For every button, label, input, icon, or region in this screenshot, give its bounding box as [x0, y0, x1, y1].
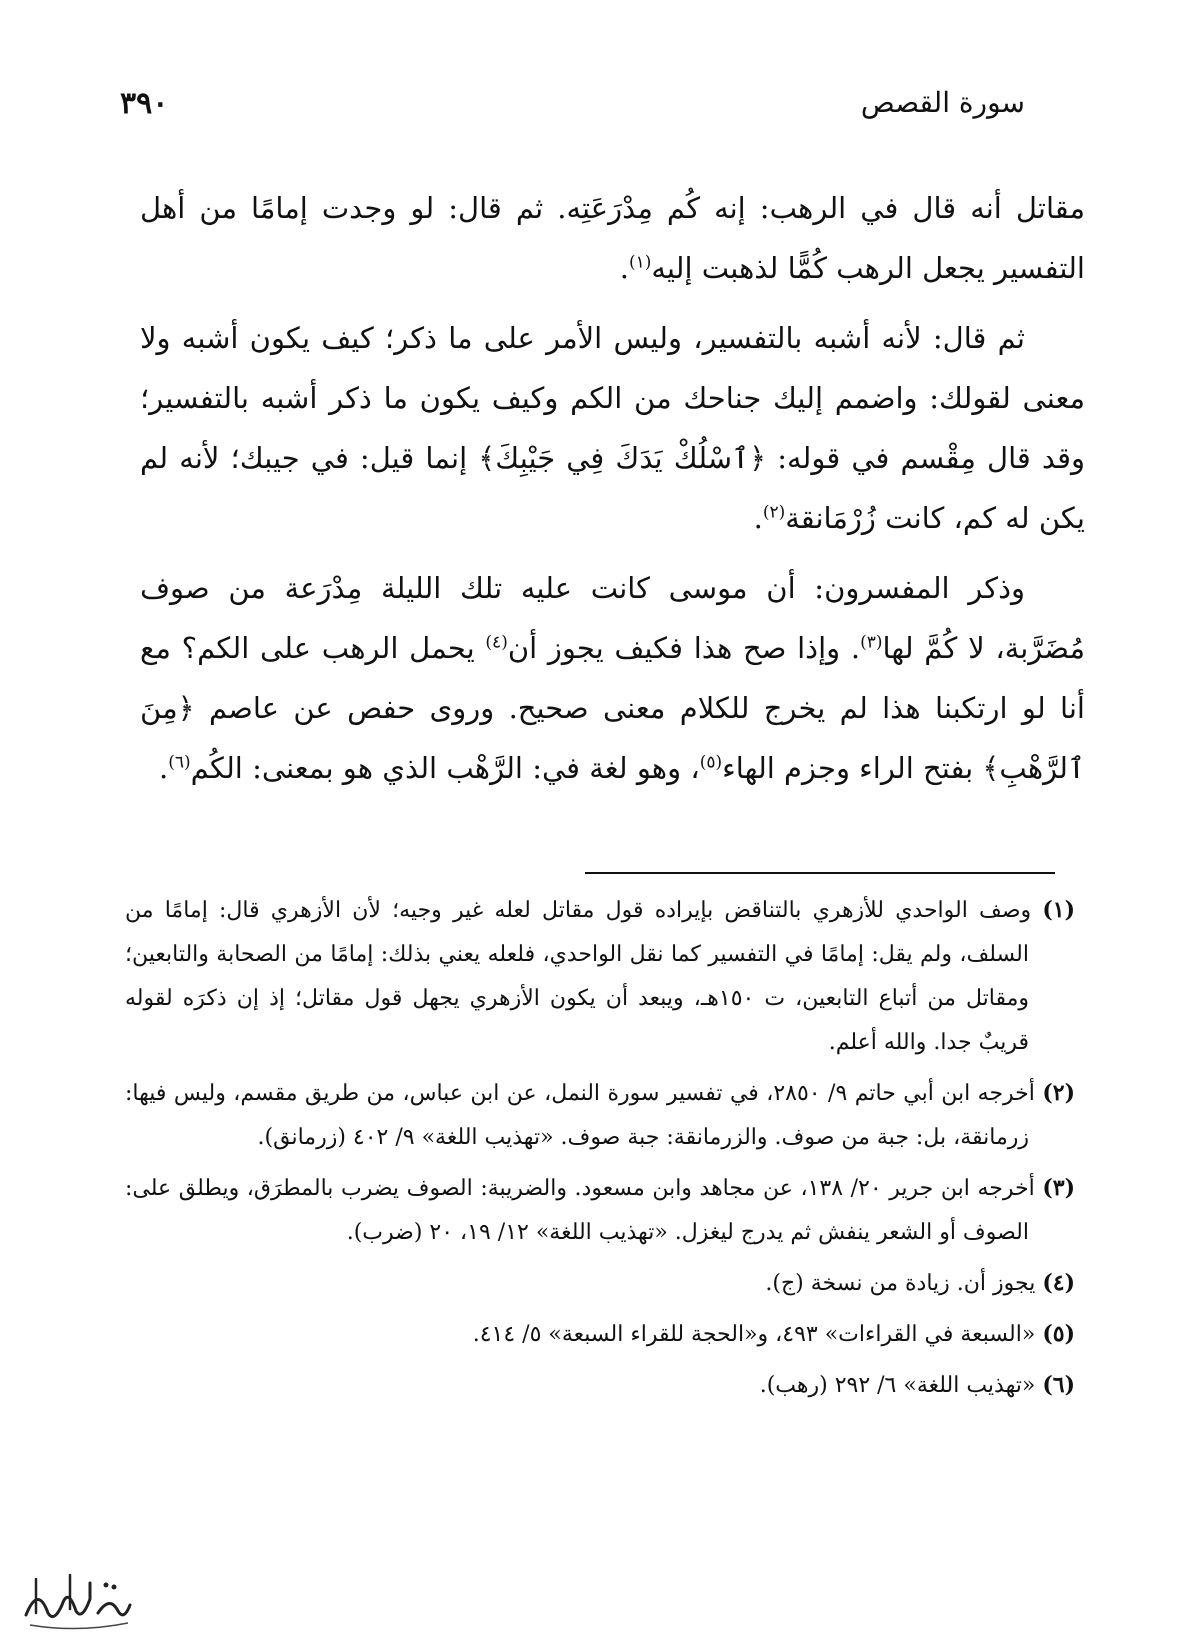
paragraph-3-text-b: . وإذا صح هذا فكيف يجوز أن	[507, 631, 861, 665]
footnote-text: أخرجه ابن أبي حاتم ٩/ ٢٨٥٠، في تفسير سورة النمل، عن ابن عباس، من طريق مقسم، وليس فيها: زرمانقة، بل: جبة من صوف. والزرمانقة: جبة صوف. «تهذيب اللغة» ٩/ ٤٠٢ (زرمانق).	[125, 1081, 1035, 1150]
surah-title: سورة القصص	[860, 86, 1025, 119]
paragraph-3-end: .	[159, 751, 169, 785]
footnote-number: (٢)	[1042, 1080, 1076, 1106]
footnote-ref-5: (٥)	[699, 752, 723, 773]
footnote-5	[125, 1312, 1075, 1357]
footnote-text: أخرجه ابن جرير ٢٠/ ١٣٨، عن مجاهد وابن مسعود. والضريبة: الصوف يضرب بالمطرَق، ويطلق على: الصوف أو الشعر ينفش ثم يدرج ليغزل. «تهذيب اللغة» ١٢/ ١٩، ٢٠ (ضرب).	[125, 1176, 1035, 1245]
footnote-separator	[585, 872, 1055, 874]
paragraph-2-end: .	[753, 501, 763, 535]
footnote-3	[125, 1166, 1075, 1255]
footnote-ref-3: (٣)	[860, 632, 883, 653]
footnote-ref-1: (١)	[628, 252, 652, 273]
paragraph-3	[140, 558, 1085, 798]
footnote-2	[125, 1071, 1075, 1160]
paragraph-2-text: ثم قال: لأنه أشبه بالتفسير، وليس الأمر على ما ذكر؛ كيف يكون أشبه ولا معنى لقولك: واضمم إليك جناحك من الكم وكيف يكون ما ذكر أشبه بالتفسير؛ وقد قال مِقْسم في قوله: ﴿ٱسْلُكْ يَدَكَ فِي جَيْبِكَ﴾ إنما قيل: في جيبك؛ لأنه لم يكن له كم، كانت زُرْمَانقة	[140, 321, 1085, 535]
footnote-number: (٦)	[1042, 1372, 1075, 1398]
paragraph-1-end: .	[619, 251, 629, 285]
footnote-text: وصف الواحدي للأزهري بالتناقض بإيراده قول مقاتل لعله غير وجيه؛ لأن الأزهري قال: إمامًا من السلف، ولم يقل: إمامًا في التفسير كما نقل الواحدي، فلعله يعني بذلك: إمامًا من الصحابة والتابعين؛ ومقاتل من أتباع التابعين، ت ١٥٠هـ، ويبعد أن يكون الأزهري يجهل قول مقاتل؛ إذ إن ذكرَه لقوله قريبٌ جدا. والله أعلم.	[125, 898, 1032, 1055]
calligraphy-logo-icon	[18, 1565, 138, 1635]
page-header	[120, 86, 1025, 126]
paragraph-1-text: مقاتل أنه قال في الرهب: إنه كُم مِدْرَعَتِه. ثم قال: لو وجدت إمامًا من أهل التفسير يجعل الرهب كُمًّا لذهبت إليه	[140, 191, 1085, 285]
footnote-1	[125, 888, 1075, 1065]
main-text	[140, 178, 1085, 808]
footnote-ref-4: (٤)	[485, 632, 508, 653]
footnote-text: «تهذيب اللغة» ٦/ ٢٩٢ (رهب).	[759, 1373, 1036, 1398]
page-number: ٣٩٠	[120, 86, 169, 121]
paragraph-3-text-c: يحمل الرهب على الكم؟ مع أنا لو ارتكبنا هذا لم يخرج للكلام معنى صحيح. وروى حفص عن عاصم ﴿مِنَ ٱلرَّهْبِ﴾ بفتح الراء وجزم الهاء	[140, 631, 1085, 785]
footnote-ref-6: (٦)	[168, 752, 191, 773]
footnote-ref-2: (٢)	[762, 502, 786, 523]
footnote-number: (٥)	[1042, 1321, 1075, 1347]
paragraph-3-text-d: ، وهو لغة في: الرَّهْب الذي هو بمعنى: الكُم	[190, 751, 700, 785]
logo-drawing	[18, 1565, 138, 1635]
footnote-number: (٣)	[1042, 1175, 1075, 1201]
paragraph-2	[140, 308, 1085, 548]
footnotes	[125, 888, 1075, 1414]
footnote-4	[125, 1261, 1075, 1306]
footnote-number: (٤)	[1042, 1270, 1075, 1296]
paragraph-1	[140, 178, 1085, 298]
footnote-6	[125, 1363, 1075, 1408]
footnote-text: «السبعة في القراءات» ٤٩٣، و«الحجة للقراء السبعة» ٥/ ٤١٤.	[472, 1322, 1036, 1347]
footnote-text: يجوز أن. زيادة من نسخة (ج).	[765, 1271, 1036, 1296]
paragraph-3-text-a: وذكر المفسرون: أن موسى كانت عليه تلك الليلة مِدْرَعة من صوف مُضَرَّبة، لا كُمَّ لها	[140, 571, 1085, 665]
footnote-number: (١)	[1042, 897, 1075, 923]
